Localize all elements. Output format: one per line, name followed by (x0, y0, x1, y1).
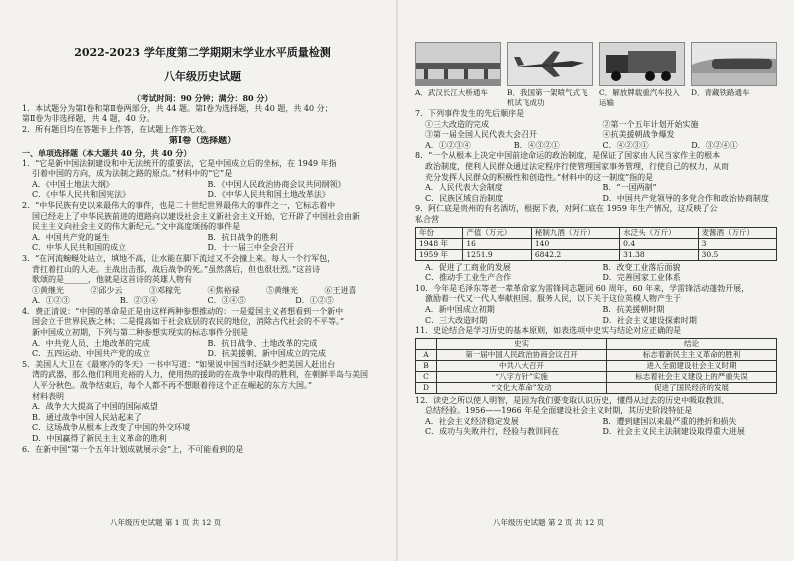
table-row (416, 238, 777, 249)
table-header: 秘制九酒（万斤） (531, 227, 619, 238)
photo-caption-d[interactable]: D．青藏铁路通车 (691, 88, 750, 97)
q4-option-d[interactable]: D．抗美援朝、新中国成立的完成 (207, 349, 326, 359)
q11-option-label[interactable]: C (416, 371, 437, 382)
table-header: 结论 (607, 338, 777, 349)
table-cell: 3 (698, 238, 776, 249)
question-8: 8．“一个从根本上决定中国前途命运的政治制度，是保证了国家由人民当家作主的根本 (415, 151, 721, 161)
question-1: 1．“它是新中国法制建设和中无法统开的重要法，它是中国成立后的坐标，在 1949 年指 (22, 158, 337, 168)
q2-option-b[interactable]: B．抗日战争的胜利 (207, 232, 278, 242)
question-2-line: 国已经走上了中华民族前进的道路向以建设社会主义新社会主义开始，它开辟了中国社会由新 (32, 211, 360, 221)
q1-option-b[interactable]: B．《中国人民政治协商会议共同纲领》 (207, 179, 346, 189)
page-footer: 八年级历史试题 第 1 页 共 12 页 (110, 517, 222, 527)
exam-title: 2022-2023 学年度第二学期期末学业水平质量检测 (74, 46, 331, 59)
table-cell: 16 (463, 238, 532, 249)
question-3-line: 背扛着扛山的人走。主战出击那，战后战争的死。”虽然落后，但也很壮烈。”这首诗 (32, 264, 321, 274)
q2-option-c[interactable]: C．中华人民共和国的成立 (32, 243, 127, 253)
question-10-line: 激励着一代又一代人奉献担国、服务人民，以下关于这位英模人物产生于 (425, 294, 681, 304)
question-3: 3．“在河流蜿蜒处站立，填地不高，让水能在脚下流过又不会撞上来。每人一个行军包， (22, 253, 336, 263)
section-instruction: 一、单项选择题（本大题共 40 分，共 40 分） (22, 147, 192, 158)
q3-item: ①黄继光 (32, 285, 64, 295)
q12-option-b[interactable]: B．遭到建国以来最严重的挫折和损失 (602, 416, 737, 426)
q3-item: ⑥王进喜 (324, 285, 357, 295)
q7-item: ④抗美援朝战争爆发 (602, 130, 675, 140)
table-cell: 1948 年 (416, 238, 463, 249)
q3-option-d[interactable]: D．①②⑤ (295, 296, 334, 306)
q3-item: ③邓稼先 (149, 285, 181, 295)
q9-option-b[interactable]: B．改变工业落后面貌 (602, 262, 681, 272)
table-cell: “文化大革命”发动 (437, 382, 607, 393)
exam-subtitle: 八年级历史试题 (164, 70, 241, 83)
table-cell: 标志着新民主主义革命的胜利 (607, 349, 777, 360)
question-9: 9．阿仁底是贵州的有名酒坊，根据下表，对阿仁底在 1959 年生产情况，这反映了公 (415, 204, 718, 214)
q12-option-d[interactable]: D．社会主义民主法制建设取得重大进展 (602, 427, 745, 437)
photo-caption-b[interactable]: B．我国第一架喷气式飞机试飞成功 (507, 88, 588, 107)
q12-option-c[interactable]: C．成功与失败并行，经验与教训同在 (425, 427, 560, 437)
q9-option-c[interactable]: C．推动手工业生产合作 (425, 273, 512, 283)
note-line: 1．本试题分为第Ⅰ卷和第Ⅱ卷两部分，共 44 题。第Ⅰ卷为选择题，共 40 题，共 40 分； (22, 103, 333, 113)
fact-conclusion-table (415, 338, 777, 394)
table-cell: 0.4 (620, 238, 698, 249)
q8-option-c[interactable]: C．民族区域自治制度 (425, 193, 504, 203)
table-cell: 进入全面建设社会主义时期 (607, 360, 777, 371)
production-table (415, 227, 777, 261)
q10-option-d[interactable]: D．社会主义建设探索时期 (602, 315, 697, 325)
question-5-line: 材料表明 (32, 391, 64, 401)
q3-option-c[interactable]: C．③④⑤ (207, 296, 246, 306)
question-4-line: 国会立于世界民族之林；二是提高如于社会底层的农民的地位，消除古代社会的不平等。” (32, 317, 345, 327)
q7-item: ①三大改造的完成 (425, 119, 489, 129)
question-4-line: 新中国成立初期，下列与第二种参想实现实的标志事件分别是 (32, 328, 248, 338)
question-5: 5．美国人大卫在《最寒冷的冬天》一书中写道：“如果说中国当时还缺少把美国人赶出台 (22, 359, 336, 369)
question-8-line: 政治制度，使利人民群众通过法定程序行使管理国家事务管理，行使自己的权力，从而 (425, 161, 729, 171)
question-5-line: 湾的武器，那么他们利用充裕的人力，使用热的援助的在战争中取得的胜利，在朝鲜半岛与美国 (32, 370, 368, 380)
question-5-line: 人平分秋色。战争结束后，每个人都不再不想眼着待这个正在崛起的东方大国。” (32, 381, 313, 391)
exam-page-2 (397, 0, 794, 561)
q10-option-c[interactable]: C．三大改造时期 (425, 315, 488, 325)
table-cell: 1959 年 (416, 249, 463, 260)
q5-option-a[interactable]: A．战争大大提高了中国的国际威望 (32, 402, 158, 412)
table-header: 史实 (437, 338, 607, 349)
table-header (416, 338, 437, 349)
table-row[interactable] (416, 382, 777, 393)
q12-option-a[interactable]: A．社会主义经济稳定发展 (425, 416, 519, 426)
question-7: 7．下列事件发生的先后顺序是 (415, 109, 525, 118)
q4-option-b[interactable]: B．抗日战争、土地改革的完成 (207, 338, 318, 348)
question-11: 11．史论结合是学习历史的基本原则，如表选项中史实与结论对应正确的是 (415, 326, 682, 336)
q3-item: ④焦裕禄 (207, 285, 240, 295)
q10-option-b[interactable]: B．抗美援朝时期 (602, 304, 665, 314)
question-4: 4．费正清说：“中国的革命是正是由这样两种参想推动的：一是爱国主义者想看到一个新中 (22, 306, 344, 316)
q11-option-label[interactable]: D (416, 382, 437, 393)
question-1-line: 引着中国的方向，成为法制之路的原点。”材料中的“它”是 (32, 169, 233, 179)
question-12-line: 总结经验。1956——1966 年是全面建设社会主义时期，其历史阶段特征是 (425, 406, 693, 416)
table-cell: 1251.9 (463, 249, 532, 260)
question-10: 10．今年是毛泽东等老一辈革命家为雷锋同志题词 60 周年，60 年来，学雷锋活动蓬勃开展， (415, 283, 750, 293)
q7-item: ②第一个五年计划开始实施 (602, 119, 699, 129)
table-cell: 第一届中国人民政治协商会议召开 (437, 349, 607, 360)
question-6: 6．在新中国“第一个五年计划成就展示会”上，不可能看到的是 (22, 444, 244, 454)
q7-option-a[interactable]: A．①②③④ (425, 140, 471, 150)
q3-option-b[interactable]: B．②③④ (119, 296, 158, 306)
q5-option-b[interactable]: B．通过战争中国人民站起来了 (32, 412, 142, 422)
table-row (416, 249, 777, 260)
question-3-line: 歌颂的是______，他就是这首诗的英雄人物有 (32, 275, 192, 285)
q3-item: ②邱少云 (90, 285, 123, 295)
q1-option-c[interactable]: C．《中华人民共和国宪法》 (32, 190, 131, 200)
table-header: 麦酱酒（万斤） (698, 227, 776, 238)
q8-option-d[interactable]: D．中国共产党领导的多党合作和政治协商制度 (602, 193, 769, 203)
page-footer: 八年级历史试题 第 2 页 共 12 页 (493, 517, 605, 527)
q10-option-a[interactable]: A．新中国成立初期 (425, 304, 495, 314)
q8-option-b[interactable]: B．“一国两制” (602, 183, 657, 193)
jet-plane-photo (507, 42, 593, 86)
table-cell: 标志着社会主义建设上的严重失误 (607, 371, 777, 382)
note-line: 2．所有题目均在答题卡上作答，在试题上作答无效。 (22, 124, 212, 134)
table-header: 水泛头（万斤） (620, 227, 698, 238)
table-cell: 中共八大召开 (437, 360, 607, 371)
table-cell: 140 (531, 238, 619, 249)
photo-caption-c[interactable]: C．解放牌载重汽车投入运输 (599, 88, 680, 107)
table-row[interactable] (416, 360, 777, 371)
q2-option-a[interactable]: A．中国共产党的诞生 (32, 232, 110, 242)
note-line: 第Ⅱ卷为非选择题，共 4 题，40 分。 (22, 114, 155, 124)
question-2-line: 民主主义向社会主义的伟大新纪元。”文中高度颂扬的事件是 (32, 222, 241, 232)
photo-caption-a[interactable]: A．武汉长江大桥通车 (415, 88, 488, 97)
table-cell: “八字方针”实施 (437, 371, 607, 382)
section-heading: 第Ⅰ卷（选择题） (168, 136, 237, 147)
bridge-photo (415, 42, 501, 86)
q7-option-c[interactable]: C．④②③① (602, 140, 649, 150)
q5-option-c[interactable]: C．这场战争从根本上改变了中国的外交环境 (32, 423, 191, 433)
q11-option-label[interactable]: A (416, 349, 437, 360)
q4-option-a[interactable]: A．中共党人员、土地改革的完成 (32, 338, 150, 348)
q7-item: ③第一届全国人民代表大会召开 (425, 130, 537, 140)
q7-option-d[interactable]: D．③②④① (691, 140, 738, 150)
question-8-line: 充分发挥人民群众的积极性和创造性。”材料中的这一制度”指的是 (425, 172, 654, 182)
question-9-line: 私合营 (415, 214, 439, 224)
truck-photo (599, 42, 685, 86)
table-row[interactable] (416, 371, 777, 382)
q1-option-d[interactable]: D．《中华人民共和国土地改革法》 (207, 190, 330, 200)
table-cell: 30.5 (698, 249, 776, 260)
table-cell: 6842.2 (531, 249, 619, 260)
table-header: 产值（万元） (463, 227, 532, 238)
table-header: 年份 (416, 227, 463, 238)
q7-option-b[interactable]: B．④③②① (513, 140, 560, 150)
exam-info: （考试时间：90 分钟；满分：80 分） (132, 93, 273, 103)
q4-option-c[interactable]: C．五四运动、中国共产党的成立 (32, 349, 151, 359)
q1-option-a[interactable]: A．《中国土地法大纲》 (32, 179, 114, 189)
q6-photo-row (415, 42, 780, 86)
question-2: 2．“中华民族有史以来最伟大的事件，也是二十世纪世界最伟大的事件之一，它标志着中 (22, 200, 336, 210)
q9-option-a[interactable]: A．促进了工商业的发展 (425, 262, 511, 272)
q9-option-d[interactable]: D．完善国家工业体系 (602, 273, 681, 283)
q11-option-label[interactable]: B (416, 360, 437, 371)
table-row[interactable] (416, 349, 777, 360)
question-12: 12．读史之所以使人明智，是因为我们要变取认识历史，懂得从过去的历史中吸取教训、 (415, 395, 730, 405)
q3-item: ⑤黄继光 (266, 285, 298, 295)
table-cell: 促进了国民经济的发展 (607, 382, 777, 393)
table-cell: 31.38 (620, 249, 698, 260)
q8-option-a[interactable]: A．人民代表大会制度 (425, 183, 503, 193)
train-photo (691, 42, 777, 86)
q5-option-d[interactable]: D．中国赢得了新民主主义革命的胜利 (32, 434, 167, 443)
q3-option-a[interactable]: A．①②③ (32, 296, 70, 306)
q2-option-d[interactable]: D．十一届三中全会召开 (207, 243, 294, 253)
